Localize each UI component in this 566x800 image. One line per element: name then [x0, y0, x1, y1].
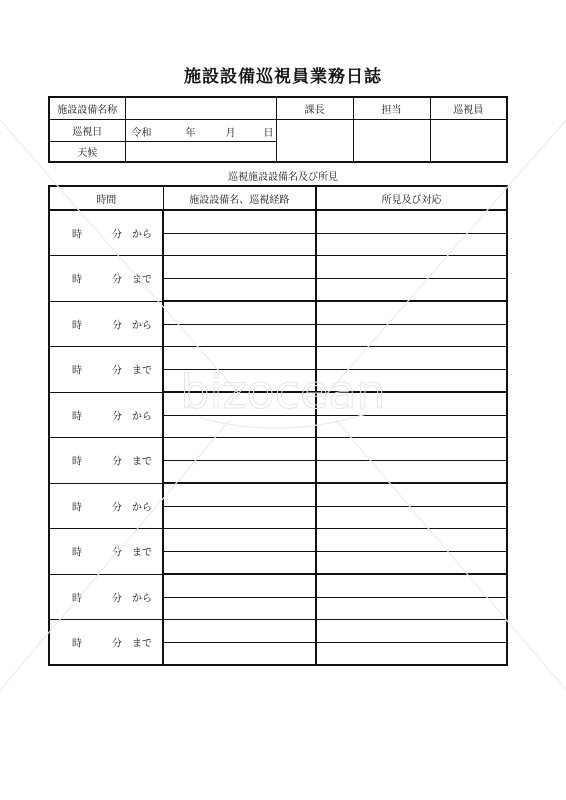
- stamp-manager[interactable]: [276, 119, 353, 162]
- from-label: から: [132, 229, 152, 241]
- facility-route-cell[interactable]: [163, 256, 316, 279]
- hour-label: 時: [72, 320, 82, 332]
- time-to-label: [72, 544, 152, 559]
- findings-cell[interactable]: [316, 460, 507, 483]
- facility-route-cell[interactable]: [163, 460, 316, 483]
- time-from-cell[interactable]: [49, 574, 163, 620]
- role-staff: 担当: [353, 97, 430, 119]
- to-label: まで: [132, 547, 152, 559]
- to-label: まで: [132, 365, 152, 377]
- to-label: まで: [132, 274, 152, 286]
- table-row: [49, 620, 507, 643]
- facility-route-cell[interactable]: [163, 529, 316, 552]
- time-to-cell[interactable]: [49, 256, 163, 302]
- facility-field[interactable]: [125, 97, 276, 119]
- facility-route-cell[interactable]: [163, 347, 316, 370]
- time-from-label: [72, 226, 152, 241]
- table-row: [49, 392, 507, 415]
- time-to-label: [72, 453, 152, 468]
- table-row: [49, 483, 507, 506]
- to-label: まで: [132, 638, 152, 650]
- findings-cell[interactable]: [316, 233, 507, 256]
- col-header-findings: 所見及び対応: [316, 186, 507, 210]
- from-label: から: [132, 320, 152, 332]
- time-from-label: [72, 589, 152, 604]
- facility-route-cell[interactable]: [163, 324, 316, 347]
- facility-route-cell[interactable]: [163, 278, 316, 301]
- minute-label: 分: [112, 274, 122, 286]
- facility-route-cell[interactable]: [163, 301, 316, 324]
- role-manager: 課長: [276, 97, 353, 119]
- findings-cell[interactable]: [316, 483, 507, 506]
- minute-label: 分: [112, 365, 122, 377]
- time-from-cell[interactable]: [49, 483, 163, 529]
- stamp-patroller[interactable]: [430, 119, 507, 162]
- facility-route-cell[interactable]: [163, 642, 316, 665]
- minute-label: 分: [112, 502, 122, 514]
- minute-label: 分: [112, 229, 122, 241]
- date-field[interactable]: [125, 119, 276, 141]
- time-from-label: [72, 407, 152, 422]
- facility-route-cell[interactable]: [163, 233, 316, 256]
- findings-cell[interactable]: [316, 506, 507, 529]
- col-header-facility-route: 施設設備名、巡視経路: [163, 186, 316, 210]
- time-to-label: [72, 635, 152, 650]
- facility-route-cell[interactable]: [163, 574, 316, 597]
- date-label: 巡視日: [49, 119, 125, 141]
- findings-cell[interactable]: [316, 392, 507, 415]
- hour-label: 時: [72, 638, 82, 650]
- patrol-log-table: [48, 185, 508, 666]
- from-label: から: [132, 593, 152, 605]
- table-row: [49, 256, 507, 279]
- from-label: から: [132, 411, 152, 423]
- table-row: [49, 438, 507, 461]
- facility-route-cell[interactable]: [163, 392, 316, 415]
- time-to-cell[interactable]: [49, 620, 163, 666]
- page-title: 施設設備巡視員業務日誌: [184, 67, 382, 87]
- facility-route-cell[interactable]: [163, 483, 316, 506]
- findings-cell[interactable]: [316, 574, 507, 597]
- header-table: [48, 96, 508, 163]
- time-from-cell[interactable]: [49, 301, 163, 347]
- facility-route-cell[interactable]: [163, 369, 316, 392]
- hour-label: 時: [72, 456, 82, 468]
- findings-cell[interactable]: [316, 642, 507, 665]
- facility-route-cell[interactable]: [163, 551, 316, 574]
- time-to-label: [72, 362, 152, 377]
- findings-cell[interactable]: [316, 597, 507, 620]
- findings-cell[interactable]: [316, 438, 507, 461]
- date-era: 令和: [131, 127, 152, 139]
- date-day: 日: [263, 127, 274, 139]
- findings-cell[interactable]: [316, 369, 507, 392]
- date-year: 年: [185, 127, 196, 139]
- weather-field[interactable]: [125, 141, 276, 162]
- col-header-time: 時間: [49, 186, 163, 210]
- findings-cell[interactable]: [316, 551, 507, 574]
- time-from-cell[interactable]: [49, 392, 163, 438]
- facility-route-cell[interactable]: [163, 620, 316, 643]
- time-from-cell[interactable]: [49, 210, 163, 256]
- minute-label: 分: [112, 320, 122, 332]
- table-row: [49, 301, 507, 324]
- minute-label: 分: [112, 638, 122, 650]
- time-to-cell[interactable]: [49, 438, 163, 484]
- hour-label: 時: [72, 365, 82, 377]
- findings-cell[interactable]: [316, 256, 507, 279]
- to-label: まで: [132, 456, 152, 468]
- hour-label: 時: [72, 274, 82, 286]
- findings-cell[interactable]: [316, 529, 507, 552]
- hour-label: 時: [72, 547, 82, 559]
- weather-label: 天候: [49, 141, 125, 162]
- time-to-label: [72, 271, 152, 286]
- facility-label: 施設設備名称: [49, 97, 125, 119]
- facility-route-cell[interactable]: [163, 415, 316, 438]
- minute-label: 分: [112, 593, 122, 605]
- minute-label: 分: [112, 547, 122, 559]
- hour-label: 時: [72, 593, 82, 605]
- section-caption: 巡視施設設備名及び所見: [228, 172, 338, 183]
- time-to-cell[interactable]: [49, 529, 163, 575]
- table-row: [49, 574, 507, 597]
- findings-cell[interactable]: [316, 347, 507, 370]
- findings-cell[interactable]: [316, 415, 507, 438]
- minute-label: 分: [112, 456, 122, 468]
- findings-cell[interactable]: [316, 301, 507, 324]
- facility-route-cell[interactable]: [163, 506, 316, 529]
- facility-route-cell[interactable]: [163, 597, 316, 620]
- from-label: から: [132, 502, 152, 514]
- table-row: [49, 210, 507, 233]
- watermark-text: bizocean: [180, 365, 386, 419]
- time-from-label: [72, 316, 152, 331]
- findings-cell[interactable]: [316, 210, 507, 233]
- time-from-label: [72, 498, 152, 513]
- hour-label: 時: [72, 411, 82, 423]
- hour-label: 時: [72, 229, 82, 241]
- facility-route-cell[interactable]: [163, 210, 316, 233]
- time-to-cell[interactable]: [49, 347, 163, 393]
- role-patroller: 巡視員: [430, 97, 507, 119]
- table-row: [49, 529, 507, 552]
- table-row: [49, 347, 507, 370]
- findings-cell[interactable]: [316, 278, 507, 301]
- hour-label: 時: [72, 502, 82, 514]
- facility-route-cell[interactable]: [163, 438, 316, 461]
- minute-label: 分: [112, 411, 122, 423]
- findings-cell[interactable]: [316, 324, 507, 347]
- stamp-staff[interactable]: [353, 119, 430, 162]
- date-month: 月: [225, 127, 236, 139]
- findings-cell[interactable]: [316, 620, 507, 643]
